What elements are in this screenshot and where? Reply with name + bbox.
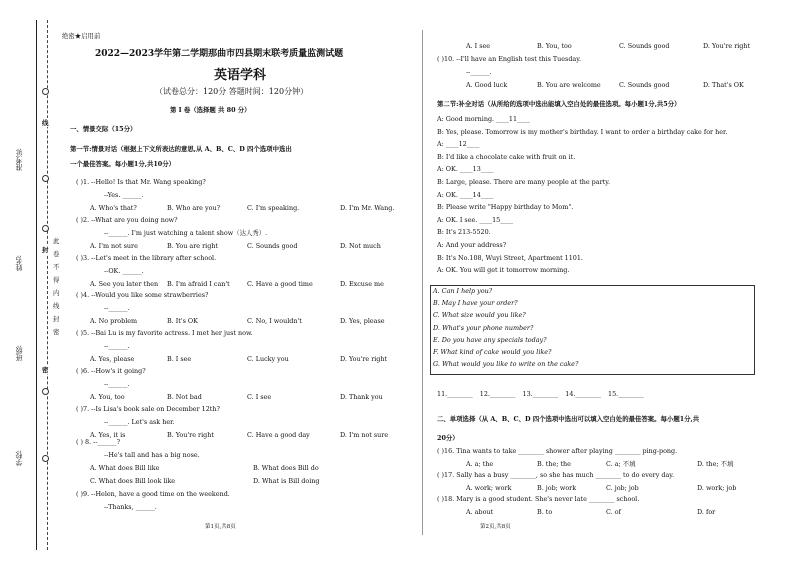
label-class: 班级: (15, 345, 23, 362)
question-stem: ( )2. --What are you doing now? (76, 215, 178, 224)
label-ticket-number: 准考证: (15, 148, 23, 172)
option[interactable]: D. the; 不填 (697, 460, 734, 468)
question-stem: ( )10. --I'll have an English test this Tuesday. (437, 55, 582, 63)
warn-char: 此 (53, 237, 60, 245)
dialogue-line: A: OK. I see. ____15____ (437, 215, 514, 224)
option[interactable]: A. Yes, please (90, 355, 135, 364)
binding-outer-line (36, 20, 37, 550)
page-footer: 第2页,共8页 (480, 524, 511, 530)
secret-seal: 绝密★启用前 (62, 32, 101, 40)
column-divider (422, 30, 423, 535)
option[interactable]: B. You, too (537, 42, 572, 50)
question-stem: ( )7. --Is Lisa's book sale on December 12th? (76, 404, 220, 413)
binding-hole (42, 455, 49, 462)
option[interactable]: B. Not bad (167, 393, 202, 401)
binding-cut-line (47, 20, 48, 550)
binding-hole (42, 175, 49, 182)
option[interactable]: A. I see (466, 42, 491, 50)
section-heading: 一、情景交际（15分） (70, 125, 137, 133)
option[interactable]: D. You're right (703, 42, 751, 50)
choice-option[interactable]: E. Do you have any specials today? (433, 335, 547, 344)
question-response: --______. (104, 380, 130, 388)
warn-char: 不 (53, 263, 60, 271)
option[interactable]: B. Who are you? (167, 204, 221, 212)
option[interactable]: C. a; 不填 (606, 460, 636, 468)
volume-heading: 第 Ⅰ 卷（选择题 共 80 分） (170, 106, 251, 114)
option[interactable]: C. Have a good time (247, 279, 313, 288)
option[interactable]: A. No problem (90, 317, 138, 326)
option[interactable]: A. Good luck (466, 81, 508, 89)
choice-option[interactable]: G. What would you like to write on the cake? (433, 360, 579, 369)
option[interactable]: D. Excuse me (340, 279, 384, 288)
option[interactable]: C. Have a good day (247, 430, 310, 439)
dialogue-line: B: It's 213-5520. (437, 228, 491, 237)
warn-char: 得 (53, 276, 60, 284)
question-response: --______. Let's ask her. (104, 417, 175, 426)
dialogue-line: B: I'd like a chocolate cake with fruit on it. (437, 152, 576, 161)
option[interactable]: D. You're right (340, 355, 388, 364)
part-intro: 第二节:补全对话（从所给的选项中选出能填入空白处的最佳选项。每小题1分,共5分） (437, 100, 681, 108)
question-stem: ( )1. --Hello! Is that Mr. Wang speaking? (76, 178, 206, 186)
label-school: 学校: (15, 450, 23, 467)
option[interactable]: C. I'm speaking. (247, 204, 300, 212)
question-response: --______. I'm just watching a talent show（达人秀）. (104, 228, 268, 237)
option[interactable]: A. I'm not sure (90, 241, 138, 250)
warn-char: 卷 (53, 250, 60, 258)
option[interactable]: C. Sounds good (619, 42, 670, 50)
question-response: --Yes. ______. (104, 191, 144, 199)
option[interactable]: A. What does Bill like (90, 464, 160, 472)
option[interactable]: B. What does Bill do (253, 464, 319, 472)
option[interactable]: C. Lucky you (247, 355, 289, 364)
label-name: 姓名: (15, 255, 23, 272)
dialogue-line: A: OK. ____13____ (437, 165, 494, 174)
option[interactable]: B. I'm afraid I can't (167, 279, 230, 288)
part-intro: 一个最佳答案。每小题1分,共10分） (70, 160, 176, 168)
warn-char: 封 (53, 315, 60, 323)
page-footer: 第1页,共8页 (205, 524, 236, 530)
option[interactable]: D. That's OK (703, 81, 744, 89)
dialogue-line: B: Large, please. There are many people at the party. (437, 178, 611, 186)
question-stem: ( )5. --Bai Lu is my favorite actress. I met her just now. (76, 329, 253, 338)
question-response: --Thanks, ______. (104, 503, 157, 511)
option[interactable]: C. I see (247, 393, 272, 401)
choice-option[interactable]: D. What's your phone number? (433, 323, 534, 332)
warn-char: 线 (53, 302, 60, 310)
question-response: --______. (104, 304, 130, 313)
question-stem: ( )16. Tina wants to take ________ shower after playing ________ ping-pong. (437, 447, 678, 455)
choice-option[interactable]: F. What kind of cake would you like? (433, 348, 552, 356)
binding-hole (42, 225, 49, 232)
option[interactable]: C. of (606, 508, 621, 516)
option[interactable]: B. I see (167, 355, 192, 364)
question-stem: ( )18. Mary is a good student. She's never late ________ school. (437, 495, 640, 503)
question-stem: ( )9. --Helen, have a good time on the weekend. (76, 490, 230, 498)
question-response: --He's tall and has a big nose. (104, 451, 200, 459)
section-heading: 20分） (437, 434, 459, 442)
question-stem: ( )3. --Let's meet in the library after school. (76, 253, 217, 262)
exam-info: （试卷总分：120分 答题时间：120分钟） (155, 87, 309, 96)
question-stem: ( )17. Sally has a busy ________, so she has much ________ to do every day. (437, 471, 675, 479)
option[interactable]: B. It's OK (167, 317, 198, 326)
option[interactable]: A. work; work (466, 484, 512, 492)
choice-option[interactable]: A. Can I help you? (433, 287, 493, 295)
option[interactable]: C. What does Bill look like (90, 477, 176, 485)
option[interactable]: A. You, too (90, 393, 125, 401)
option[interactable]: C. Sounds good (619, 81, 670, 89)
option[interactable]: C. job; job (606, 484, 639, 492)
option[interactable]: B. You are welcome (537, 81, 601, 89)
dialogue-line: A: And your address? (437, 241, 507, 249)
choice-option[interactable]: B. May I have your order? (433, 299, 518, 308)
exam-title: 2022—2023学年第二学期那曲市四县期末联考质量监测试题 (95, 49, 344, 59)
dialogue-line: A: OK. ____14____ (437, 190, 494, 199)
dialogue-line: B: It's No.108, Wuyi Street, Apartment 1101. (437, 253, 583, 262)
option[interactable]: A. Yes, it is (90, 430, 126, 439)
option[interactable]: D. for (697, 508, 716, 516)
option[interactable]: D. Thank you (340, 393, 383, 401)
option[interactable]: B. to (537, 508, 553, 516)
question-response: --OK. ______. (104, 266, 144, 275)
option[interactable]: A. See you later then (90, 279, 159, 288)
option[interactable]: C. No, I wouldn't (247, 317, 302, 326)
dialogue-line: A: Good morning. ____11____ (437, 115, 530, 123)
option[interactable]: D. I'm not sure (340, 430, 389, 439)
section-heading: 二、单项选择（从 A、B、C、D 四个选项中选出可以填入空白处的最佳答案。每小题1分,共 (437, 415, 700, 423)
option[interactable]: D. Yes, please (340, 317, 385, 326)
answer-blanks[interactable]: 11.________ 12.________ 13.________ 14.________ 15.________ (437, 390, 644, 398)
dialogue-line: B: Please write "Happy birthday to Mom". (437, 203, 574, 212)
option[interactable]: A. a; the (466, 460, 494, 468)
option[interactable]: B. You are right (167, 241, 218, 250)
option[interactable]: A. Who's that? (90, 204, 137, 212)
dialogue-line: A: ____12____ (437, 140, 480, 149)
question-response: --______. (104, 342, 130, 351)
question-stem: ( ) 8. --______? (76, 438, 121, 446)
seal-char: 密 (42, 366, 49, 374)
option[interactable]: D. work; job (697, 484, 737, 492)
warn-char: 内 (53, 289, 60, 297)
option[interactable]: C. Sounds good (247, 241, 298, 250)
question-response: --______. (466, 68, 492, 76)
option[interactable]: D. Not much (340, 241, 381, 250)
option[interactable]: D. I'm Mr. Wang. (340, 204, 395, 212)
binding-hole (42, 88, 49, 95)
binding-hole (42, 388, 49, 395)
option[interactable]: B. job; work (537, 484, 577, 492)
option[interactable]: D. What is Bill doing (253, 477, 320, 485)
seal-char: 线 (42, 119, 49, 127)
question-stem: ( )4. --Would you like some strawberries? (76, 291, 209, 300)
subject-title: 英语学科 (214, 68, 267, 83)
option[interactable]: A. about (466, 508, 494, 516)
warn-char: 密 (53, 328, 60, 336)
choice-option[interactable]: C. What size would you like? (433, 311, 526, 320)
dialogue-line: A: OK. You will get it tomorrow morning. (437, 266, 570, 275)
dialogue-line: B: Yes, please. Tomorrow is my mother's birthday. I want to order a birthday cake for her. (437, 127, 728, 136)
question-stem: ( )6. --How's it going? (76, 367, 146, 375)
option[interactable]: B. You're right (167, 430, 214, 439)
option[interactable]: B. the; the (537, 460, 571, 468)
seal-char: 封 (42, 246, 49, 254)
part-intro: 第一节:情景对话（根据上下文所表达的意思,从 A、B、C、D 四个选项中选出 (70, 145, 292, 153)
